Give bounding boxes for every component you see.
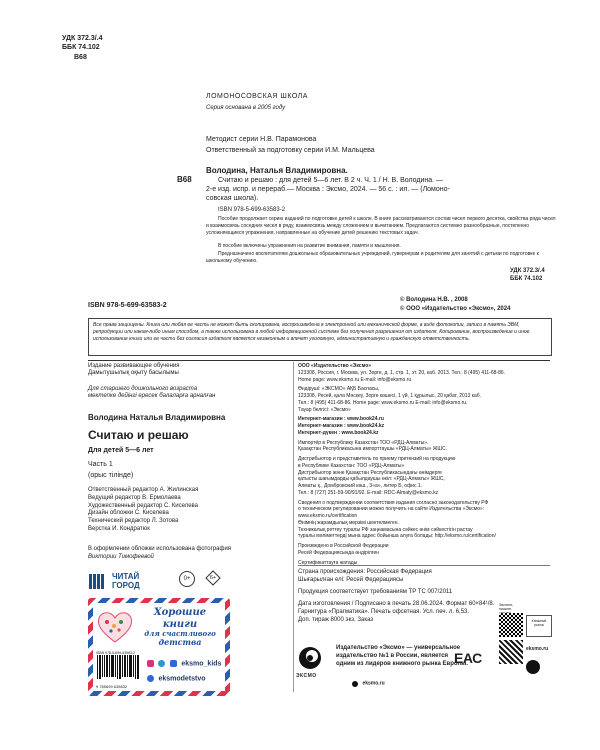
conformity-link[interactable]: www.eksmo.ru/certification xyxy=(298,513,358,519)
catalog-description xyxy=(206,176,556,203)
divider xyxy=(88,360,550,361)
conformity-4: Өнімнің жарамдылық мерзімі шектелмеген. xyxy=(298,519,399,526)
eksmo-about-1: Издательство «Эксмо» — универсальное xyxy=(336,645,461,651)
vk-icon xyxy=(170,660,177,667)
staff-list xyxy=(88,487,198,534)
country-info xyxy=(298,569,432,585)
catalog-abstract: Пособие продолжает серию изданий по подготовке детей к школе. В книге рассматриваются состав чисел первого десятка, свойства ряда чисел и взаимосвязь соседних чисел в ряду, взаимосвязь между сложением и вычитанием. Предлагаются системно разнообразные, постепенно усложняющиеся упражнения, направленные на обучение детей решению текстовых задач. xyxy=(206,216,556,236)
publisher-address: 123308, Россия, г. Москва, ул. Зорге, д. 1, стр. 1, эт. 20, каб. 2013. Тел.: 8 (495) 411-68-86. xyxy=(298,369,506,376)
shop-kz[interactable]: Интернет-магазин : www.book24.kz xyxy=(298,423,385,429)
catalog-author: Володина, Наталья Владимировна. xyxy=(206,166,348,175)
eksmo-logo-icon xyxy=(298,646,322,670)
distributor-3: Дистрибьютор және Қазақстан Республикасындағы өнімдерге xyxy=(298,469,442,476)
country-origin-kz: Шығарылған елі: Ресей Федерациясы xyxy=(298,576,404,583)
importer: Импортёр в Республику Казахстан ТОО «РДЦ-Алматы». xyxy=(298,439,429,446)
rights-text: Все права защищены. Книга или любая ее часть не может быть скопирована, воспроизведена в электронной или механической форме, в виде фотокопии, записи в память ЭВМ, репродукции или каким-либо иным способом, а также использована в любой информационной системе без получения разрешения от издателя. Копирование, воспроизведение и иное использование книги или ее части без согласия издателя является незаконным и влечет уголовную, административную и гражданскую ответственность. xyxy=(93,322,530,342)
qr-caption-2: Книжный рынок xyxy=(531,619,547,627)
eksmo-about xyxy=(336,645,468,668)
divider-right xyxy=(298,565,550,566)
heart-stamp-icon xyxy=(96,609,134,645)
eksmo-about-3: одним из лидеров книжного рынка Европы. xyxy=(336,660,468,667)
publisher-home: Home page: www.eksmo.ru E-mail: info@eksmo.ru xyxy=(298,376,412,383)
audience-kz: мектепке дейінгі ересек балаларға арналған xyxy=(88,393,216,399)
eac-mark: ЕАС xyxy=(454,650,482,666)
distributor-4: қатысты шағымдарды қабылдаушы өкіл: «РДЦ-Алматы» ЖШС, xyxy=(298,476,445,483)
qr-code-icon[interactable] xyxy=(499,613,523,637)
staff-line: Художественный редактор С. Киселева xyxy=(88,502,198,509)
barcode-icon xyxy=(96,655,140,679)
eksmo-about-2: издательство №1 в России, является xyxy=(336,652,449,659)
barcode-isbn: ISBN 978-5-699-63583-2 xyxy=(96,651,136,655)
bbk-top: ББК 74.102 xyxy=(62,44,100,51)
catalog-isbn: ISBN 978-5-699-63583-2 xyxy=(218,207,286,213)
cover-photo-credit: В оформлении обложки использована фотография xyxy=(88,546,232,552)
slogan-line: книги xyxy=(162,618,198,630)
social-row-2 xyxy=(147,670,206,688)
copyright-author: © Володина Н.В. , 2008 xyxy=(400,297,468,303)
distributor-2: в Республике Казахстан: ТОО «РДЦ-Алматы» xyxy=(298,462,405,469)
catalog-bbk: ББК 74.102 xyxy=(510,276,543,282)
barcode-number: 9 785699 635832 xyxy=(96,684,128,689)
book-title: Считаю и решаю xyxy=(88,428,189,442)
ok-icon xyxy=(147,675,154,682)
catalog-udk: УДК 372.3/.4 xyxy=(510,268,545,274)
cover-photo-author: Виктории Тимофеевой xyxy=(88,554,154,560)
responsible: Ответственный за подготовку серии И.М. Мальцева xyxy=(206,147,375,154)
edition-type-kz: Дамытушылық оқыту басылымы xyxy=(88,370,179,376)
barcode xyxy=(96,651,140,687)
udk-top: УДК 372.3/.4 xyxy=(62,35,103,42)
produced-kz: Ресей Федерациясында өндірілген xyxy=(298,549,380,556)
methodist: Методист серии Н.В. Парамонова xyxy=(206,136,317,143)
postcard-slogan xyxy=(137,607,223,648)
qr-box xyxy=(526,615,552,637)
print-date: Дата изготовления / Подписано в печать 28.06.2024. Формат 60×84¹/8. xyxy=(298,601,495,607)
column-divider xyxy=(293,362,294,692)
edition-type: Издание развивающее обучения xyxy=(88,363,180,369)
print-info xyxy=(298,601,494,624)
chitai-label: ЧИТАЙ xyxy=(112,572,140,581)
code-top: В68 xyxy=(74,54,87,61)
trademark: Тауар белгісі: «Эксмо» xyxy=(298,406,351,413)
country-origin: Страна происхождения: Российская Федерация xyxy=(298,569,432,575)
staff-line: Ответственный редактор А. Жилинская xyxy=(88,487,199,493)
slogan-line: детства xyxy=(158,637,202,648)
staff-line: Ведущий редактор В. Ермолаева xyxy=(88,494,181,501)
age-0-badge: 0+ xyxy=(179,571,195,587)
book-subtitle: Для детей 5—6 лет xyxy=(88,447,154,454)
social-handle-1[interactable]: eksmo_kids xyxy=(181,660,222,668)
eksmo-site[interactable]: eksmo.ru xyxy=(362,680,385,687)
shop-kz-2[interactable]: Интернет-дүкен : www.book24.kz xyxy=(298,429,379,436)
shop-ru[interactable]: Интернет-магазин : www.book24.ru xyxy=(298,416,384,423)
slogan-line: Хорошие xyxy=(153,607,207,618)
qr-code-2-icon[interactable] xyxy=(499,640,523,664)
gorod-label: ГОРОД xyxy=(112,581,140,590)
qr-site[interactable]: eksmo.ru xyxy=(526,646,549,652)
catalog-desc-line: совская школа). xyxy=(206,195,259,203)
certification: Сертификаттауға жатады xyxy=(298,559,358,566)
catalog-abstract-2: В пособие включены упражнения на развитие внимания, памяти и мышления. xyxy=(218,243,401,249)
telegram-icon xyxy=(158,660,165,667)
eksmo-logo-label: ЭКСМО xyxy=(296,673,317,679)
publisher-info xyxy=(298,363,560,566)
eksmo-site-row xyxy=(352,675,385,693)
manufacturer-address: 123308, Ресей, қала Мәскеу, Зорге көшесі, 1 үй, 1 құрылыс, 20 қабат, 2013 каб. xyxy=(298,393,482,399)
importer-kz: Қазақстан Республикасына импорттаушы «РДЦ-Алматы» ЖШС. xyxy=(298,446,447,453)
staff-line: Верстка И. Кондратюк xyxy=(88,525,150,532)
chitai-gorod-logo-icon xyxy=(88,571,108,591)
catalog-desc-line: Считаю и решаю : для детей 5—6 лет. В 2 ч. Ч. 1 / Н. В. Володина. — xyxy=(218,177,444,184)
postcard-frame xyxy=(88,598,230,696)
conformity-5: Техникалық реттеу туралы РФ заңнамасына сәйкес өнім сәйкестігін растау xyxy=(298,526,473,533)
conformity-6: туралы мәліметтерді мына адрес бойынша алуға болады: http://eksmo.ru/certification/ xyxy=(298,533,496,540)
conformity: Сведения о подтверждении соответствия издания согласно законодательству РФ xyxy=(298,499,489,506)
postcard-body xyxy=(93,603,225,691)
distributor: Дистрибьютор и представитель по приему претензий на продукцию xyxy=(298,456,456,462)
print-run: Доп. тираж 8000 экз. Заказ xyxy=(298,616,374,623)
distributor-6: Тел.: 8 (727) 251-59-90/91/92. E-mail: RDC-Almaty@eksmo.kz xyxy=(298,489,439,496)
catalog-desc-line: 2-е изд. испр. и перераб.— Москва : Эксмо, 2024. — 56 с. : ил. — (Ломоно- xyxy=(206,186,450,194)
book-author: Володина Наталья Владимировна xyxy=(88,413,226,422)
series-name: ЛОМОНОСОВСКАЯ ШКОЛА xyxy=(206,93,308,100)
age-6-badge xyxy=(205,570,221,586)
rights-box xyxy=(88,318,552,356)
tr-ts: Продукция соответствует требованиям ТР ТС 007/2011 xyxy=(298,589,453,595)
staff-line: Технический редактор Л. Зотова xyxy=(88,518,179,525)
conformity-2: о техническом регулировании можно получить на сайте Издательства «Эксмо»: xyxy=(298,506,485,513)
publisher-name: ООО «Издательство «Эксмо» xyxy=(298,363,372,369)
copyright-publisher: © ООО «Издательство «Эксмо», 2024 xyxy=(400,306,511,312)
produced: Произведено в Российской Федерации xyxy=(298,543,389,549)
isbn-main: ISBN 978-5-699-63583-2 xyxy=(88,302,167,309)
distributor-5: Алматы қ., Домбровский көш., 3«а», литер Б, офис 1. xyxy=(298,483,423,489)
series-founded: Серия основана в 2005 году xyxy=(206,105,286,111)
age-6-label: 6+ xyxy=(209,575,217,581)
instagram-icon xyxy=(147,660,154,667)
social-handle-2[interactable]: eksmodetstvo xyxy=(158,675,206,683)
book-lang: (орыс тілінде) xyxy=(88,472,134,479)
globe-icon xyxy=(352,681,358,687)
eksmo-small-logo-icon xyxy=(526,660,540,674)
catalog-code: В68 xyxy=(177,175,192,184)
qr-caption: Звоните, пишите, xyxy=(499,603,514,612)
staff-line: Дизайн обложки С. Киселева xyxy=(88,510,169,517)
audience: Для старшего дошкольного возраста xyxy=(88,386,198,392)
catalog-abstract-3: Предназначено воспитателям дошкольных образовательных учреждений, гувернерам и родителям для занятий с детьми по подготовке к школьному обучению. xyxy=(206,251,539,264)
print-font: Гарнитура «Прагматика». Печать офсетная. Усл. печ. л. 6,53. xyxy=(298,608,470,615)
slogan-line: для счастливого xyxy=(144,629,216,638)
manufacturer: Өндіруші: «ЭКСМО» АҚБ Баспасы, xyxy=(298,386,380,393)
manufacturer-contact: Тел.: 8 (495) 411-68-86. Home page: www.eksmo.ru E-mail: info@eksmo.ru. xyxy=(298,399,468,406)
book-part: Часть 1 xyxy=(88,461,113,468)
